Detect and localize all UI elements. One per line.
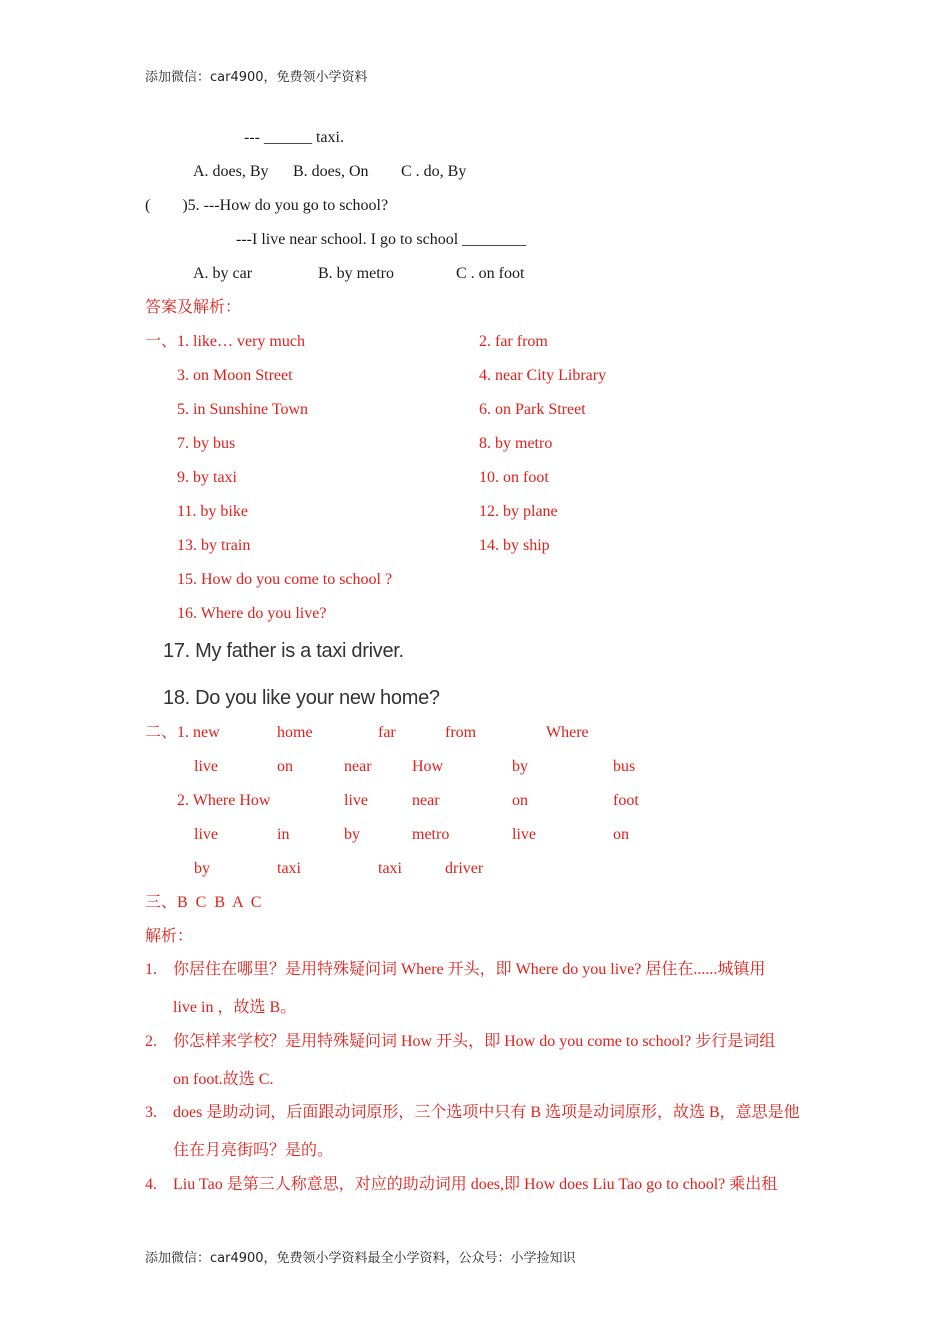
- part2-word: by: [344, 826, 360, 843]
- part2-word: metro: [412, 826, 450, 843]
- part1-item: 6. on Park Street: [479, 401, 586, 418]
- page-footer: 添加微信：car4900，免费领小学资料最全小学资料，公众号：小学捡知识: [145, 1251, 576, 1266]
- part2-word: live: [194, 758, 218, 775]
- part2-word: Where: [546, 724, 589, 741]
- q5-option-a: A. by car: [193, 265, 253, 282]
- part1-item: 4. near City Library: [479, 367, 607, 384]
- q4-option-c: C . do, By: [401, 163, 467, 180]
- q4-option-a: A. does, By: [193, 163, 269, 180]
- part2-word: by: [194, 860, 210, 877]
- part2-word: by: [512, 758, 528, 775]
- part1-item: 7. by bus: [177, 435, 236, 452]
- analysis-line: live in ，故选 B。: [173, 999, 297, 1016]
- analysis-line: Liu Tao 是第三人称意思，对应的助动词用 does,即 How does Liu Tao go to chool? 乘出租: [173, 1176, 778, 1193]
- part2-word: live: [194, 826, 218, 843]
- q4-option-b: B. does, On: [293, 163, 369, 180]
- part1-item: 9. by taxi: [177, 469, 237, 486]
- analysis-number: 4.: [145, 1176, 157, 1193]
- part2-word: taxi: [277, 860, 301, 877]
- part2-word: foot: [613, 792, 639, 809]
- part2-word: in: [277, 826, 290, 843]
- part1-item: 3. on Moon Street: [177, 367, 293, 384]
- analysis-line: 你怎样来学校？是用特殊疑问词 How 开头，即 How do you come to school? 步行是词组: [173, 1033, 776, 1050]
- part3-answers: 三、B C B A C: [145, 894, 262, 911]
- part1-item: 10. on foot: [479, 469, 549, 486]
- part1-item: 5. in Sunshine Town: [177, 401, 309, 418]
- page-header: 添加微信：car4900，免费领小学资料: [145, 70, 368, 85]
- q4-answer-line: --- ______ taxi.: [244, 129, 344, 146]
- part1-prefix: 一、: [145, 333, 178, 350]
- part2-word: far: [378, 724, 396, 741]
- q5-option-c: C . on foot: [456, 265, 525, 282]
- analysis-number: 3.: [145, 1104, 157, 1121]
- part1-item: 16. Where do you live?: [177, 605, 327, 622]
- q5-answer-line: ---I live near school. I go to school ________: [236, 231, 527, 248]
- part2-word: home: [277, 724, 313, 741]
- part2-word: from: [445, 724, 477, 741]
- analysis-line: does 是助动词，后面跟动词原形，三个选项中只有 B 选项是动词原形，故选 B，意思是他: [173, 1104, 800, 1121]
- part1-item: 14. by ship: [479, 537, 550, 554]
- answers-heading: 答案及解析：: [145, 299, 242, 316]
- part2-word: on: [613, 826, 629, 843]
- part2-word: taxi: [378, 860, 402, 877]
- analysis-line: on foot.故选 C.: [173, 1071, 274, 1088]
- part1-item: 15. How do you come to school ?: [177, 571, 393, 588]
- q5-option-b: B. by metro: [318, 265, 394, 282]
- analysis-number: 2.: [145, 1033, 157, 1050]
- part1-item: 12. by plane: [479, 503, 558, 520]
- part1-item: 11. by bike: [177, 503, 248, 520]
- part2-word: How: [412, 758, 444, 775]
- part1-item: 2. far from: [479, 333, 548, 350]
- part2-word: live: [344, 792, 368, 809]
- part2-word: near: [412, 792, 440, 809]
- part2-prefix: 二、: [145, 724, 178, 741]
- part1-item: 1. like… very much: [177, 333, 305, 350]
- part2-word: on: [512, 792, 528, 809]
- analysis-line: 你居住在哪里？是用特殊疑问词 Where 开头，即 Where do you live? 居住在......城镇用: [173, 961, 766, 978]
- part2-word: bus: [613, 758, 636, 775]
- part2-word: driver: [445, 860, 484, 877]
- part1-item-image-text: 18. Do you like your new home?: [163, 687, 440, 709]
- analysis-number: 1.: [145, 961, 157, 978]
- analysis-heading: 解析：: [145, 928, 194, 945]
- part1-item: 8. by metro: [479, 435, 553, 452]
- part2-word: near: [344, 758, 372, 775]
- part1-item-image-text: 17. My father is a taxi driver.: [163, 640, 404, 662]
- q5-question: ( )5. ---How do you go to school?: [145, 197, 389, 214]
- part2-word: 2. Where How: [177, 792, 271, 809]
- part2-word: on: [277, 758, 293, 775]
- part2-word: 1. new: [177, 724, 220, 741]
- part2-word: live: [512, 826, 536, 843]
- analysis-line: 住在月亮街吗？是的。: [173, 1142, 334, 1159]
- part1-item: 13. by train: [177, 537, 251, 554]
